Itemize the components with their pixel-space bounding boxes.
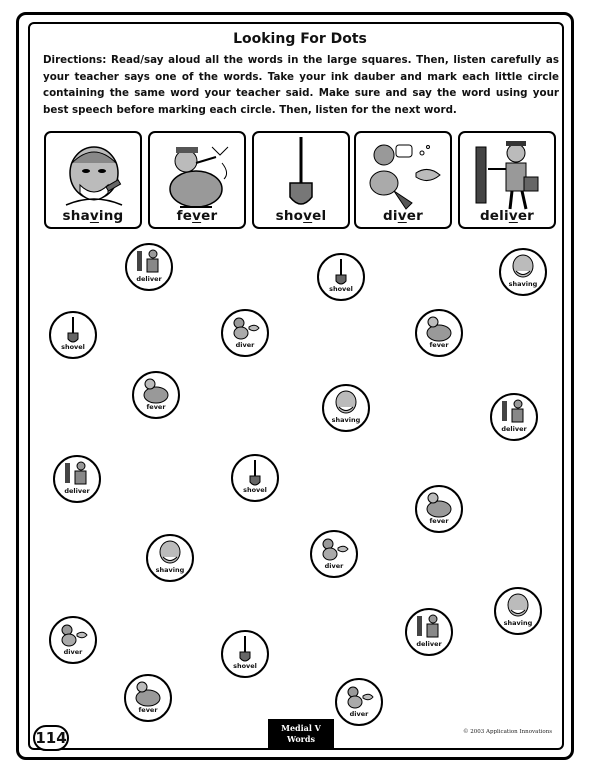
dot-shovel[interactable] [317,253,365,301]
word-card-fever [148,131,246,229]
dot-shaving[interactable] [499,248,547,296]
word-card-shaving [44,131,142,229]
dot-shaving[interactable] [494,587,542,635]
dot-fever[interactable] [415,309,463,357]
dot-shovel[interactable] [49,311,97,359]
dot-fever[interactable] [415,485,463,533]
dot-label: diver [63,648,83,656]
dot-label: fever [146,403,166,411]
word-cards [44,131,558,231]
directions-text: Directions: Read/say aloud all the words in the large squares. Then, listen carefully as your teacher says one of the words. Take your ink dauber and mark each little circle containing the same word your teacher said. Make sure and say the word using your best speech before marking each circle. Then, listen for the next word. [43,54,559,116]
card-word: shaving [62,208,124,224]
dot-label: diver [235,341,255,349]
dot-fever[interactable] [132,371,180,419]
dot-label: shaving [331,416,361,424]
dot-diver[interactable] [221,309,269,357]
word-card-diver [354,131,452,229]
dot-label: shaving [503,619,533,627]
dot-fever[interactable] [124,674,172,722]
dot-label: shovel [233,662,257,670]
dot-label: fever [429,517,449,525]
card-word: diver [383,208,423,224]
card-word: shovel [275,208,327,224]
dot-deliver[interactable] [125,243,173,291]
word-card-deliver [458,131,556,229]
category-badge [268,719,334,749]
badge-line-1: Medial V [281,723,321,733]
dot-label: diver [349,710,369,718]
dot-label: shovel [243,486,267,494]
dot-label: fever [429,341,449,349]
dot-label: diver [324,562,344,570]
dot-label: deliver [136,275,162,283]
dot-shaving[interactable] [322,384,370,432]
dot-label: shaving [155,566,185,574]
dot-diver[interactable] [310,530,358,578]
dot-label: shovel [329,285,353,293]
dot-shaving[interactable] [146,534,194,582]
dot-deliver[interactable] [405,608,453,656]
card-word: fever [176,208,218,224]
dot-label: deliver [501,425,527,433]
dot-label: deliver [416,640,442,648]
dot-shovel[interactable] [221,630,269,678]
dot-label: deliver [64,487,90,495]
copyright-notice: © 2003 Application Innovations [463,729,553,735]
dot-label: fever [138,706,158,714]
worksheet-title: Looking For Dots [233,31,367,47]
dot-deliver[interactable] [490,393,538,441]
card-word: deliver [479,208,535,224]
dot-deliver[interactable] [53,455,101,503]
dot-shovel[interactable] [231,454,279,502]
badge-line-2: Words [287,734,315,744]
dot-label: shaving [508,280,538,288]
page-number: 114 [33,725,69,751]
dot-diver[interactable] [335,678,383,726]
word-card-shovel [252,131,350,229]
dot-label: shovel [61,343,85,351]
dot-diver[interactable] [49,616,97,664]
